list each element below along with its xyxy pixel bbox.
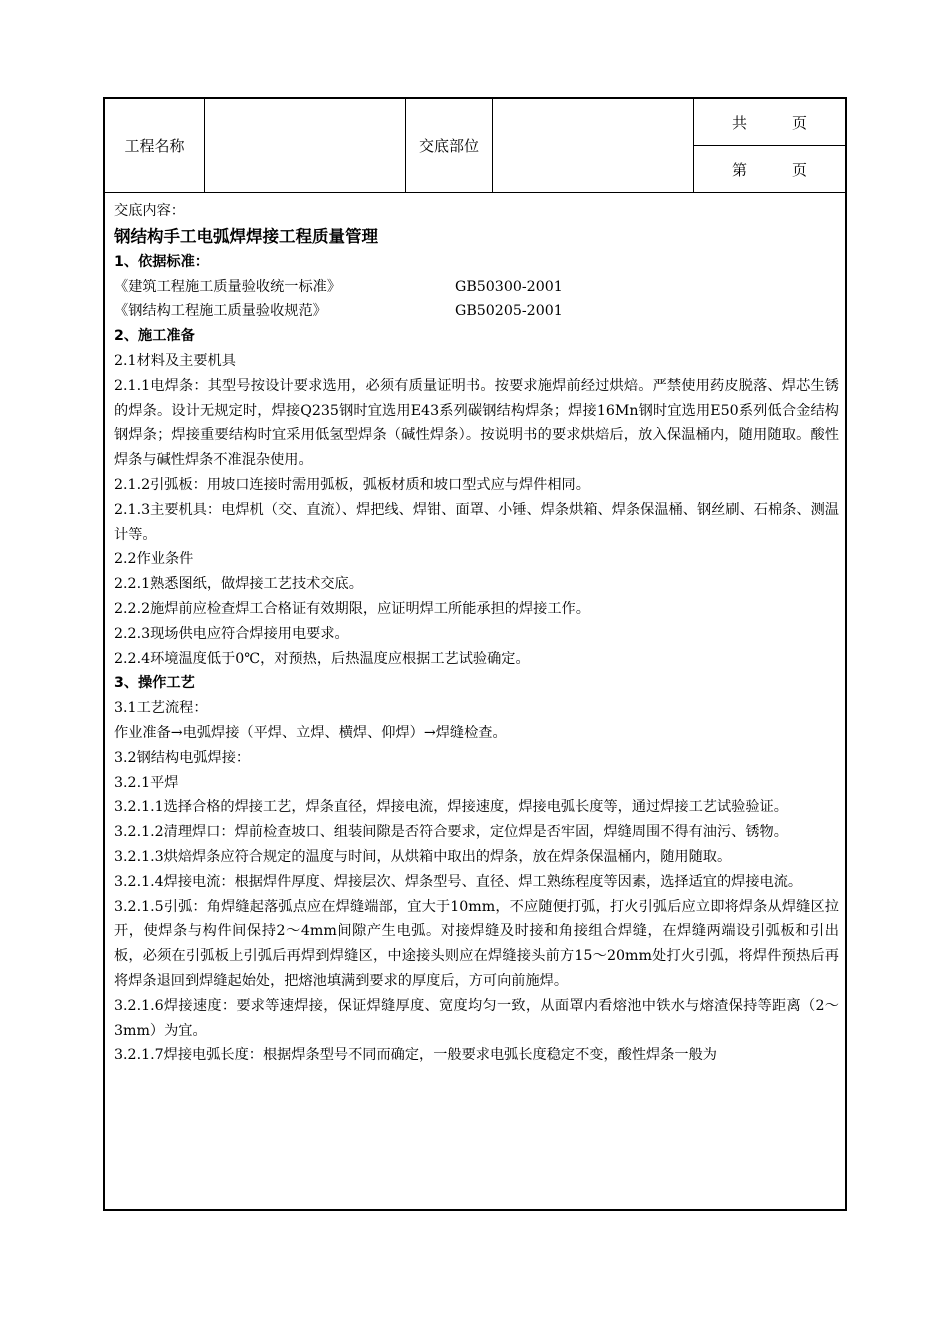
document-title: 钢结构手工电弧焊焊接工程质量管理 <box>114 226 378 246</box>
form-header <box>105 99 845 193</box>
paragraph: 2.2.3现场供电应符合焊接用电要求。 <box>114 625 349 642</box>
standard-name: 《建筑工程施工质量验收统一标准》 <box>114 278 342 295</box>
paragraph: 3.2.1平焊 <box>114 774 179 791</box>
project-name-value[interactable] <box>205 99 405 192</box>
section-heading: 1、依据标准： <box>114 253 209 270</box>
standard-row <box>114 299 839 324</box>
disclosure-part-label: 交底部位 <box>418 137 479 155</box>
total-pages: 共 页 <box>731 113 807 132</box>
paragraph: 3.2.1.6焊接速度：要求等速焊接，保证焊缝厚度、宽度均匀一致，从面罩内看熔池中铁水与熔渣保持等距离（2～3mm）为宜。 <box>114 997 839 1039</box>
paragraph: 2.1.3主要机具：电焊机（交、直流）、焊把线、焊钳、面罩、小锤、焊条烘箱、焊条保温桶、钢丝刷、石棉条、测温计等。 <box>114 501 839 543</box>
standard-code: GB50205-2001 <box>455 303 563 320</box>
disclosure-form <box>103 97 847 1211</box>
disclosure-content <box>114 199 839 1068</box>
disclosure-part-value[interactable] <box>493 99 693 192</box>
paragraph: 3.2.1.1选择合格的焊接工艺，焊条直径，焊接电流，焊接速度，焊接电弧长度等，通过焊接工艺试验验证。 <box>114 799 788 816</box>
page-number: 第 页 <box>731 160 807 179</box>
content-intro: 交底内容： <box>114 203 185 219</box>
standard-name: 《钢结构工程施工质量验收规范》 <box>114 303 327 320</box>
paragraph: 2.2.2施焊前应检查焊工合格证有效期限，应证明焊工所能承担的焊接工作。 <box>114 600 590 617</box>
paragraph: 3.2.1.4焊接电流：根据焊件厚度、焊接层次、焊条型号、直径、焊工熟练程度等因素，选择适宜的焊接电流。 <box>114 873 803 890</box>
paragraph: 3.2.1.5引弧：角焊缝起落弧点应在焊缝端部，宜大于10mm，不应随便打弧，打火引弧后应立即将焊条从焊缝区拉开，使焊条与构件间保持2～4mm间隙产生电弧。对接焊缝及时接和角接组合焊缝，在焊缝两端设引弧板和引出板，必须在引弧板上引弧后再焊到焊缝区，中途接头则应在焊缝接头前方15～20mm处打火引弧，将焊件预热后再将焊条退回到焊缝起始处，把熔池填满到要求的厚度后，方可向前施焊。 <box>114 898 839 989</box>
paragraph: 2.2.1熟悉图纸，做焊接工艺技术交底。 <box>114 576 363 593</box>
paragraph: 2.2作业条件 <box>114 551 194 568</box>
paragraph: 3.1工艺流程： <box>114 700 208 717</box>
project-name-label: 工程名称 <box>124 137 185 155</box>
paragraph: 作业准备→电弧焊接（平焊、立焊、横焊、仰焊）→焊缝检查。 <box>114 724 507 741</box>
section-heading: 3、操作工艺 <box>114 675 195 692</box>
standard-row <box>114 275 839 300</box>
paragraph: 3.2.1.2清理焊口：焊前检查坡口、组装间隙是否符合要求，定位焊是否牢固，焊缝周围不得有油污、锈物。 <box>114 824 788 841</box>
paragraph: 3.2.1.3烘焙焊条应符合规定的温度与时间，从烘箱中取出的焊条，放在焊条保温桶内，随用随取。 <box>114 848 732 865</box>
paragraph: 2.1.2引弧板：用坡口连接时需用弧板，弧板材质和坡口型式应与焊件相同。 <box>114 476 590 493</box>
paragraph: 3.2钢结构电弧焊接： <box>114 749 251 766</box>
paragraph: 3.2.1.7焊接电弧长度：根据焊条型号不同而确定，一般要求电弧长度稳定不变，酸性焊条一般为 <box>114 1047 717 1064</box>
paragraph: 2.1材料及主要机具 <box>114 352 236 369</box>
paragraph: 2.2.4环境温度低于0℃，对预热，后热温度应根据工艺试验确定。 <box>114 650 530 667</box>
standard-code: GB50300-2001 <box>455 278 563 295</box>
section-heading: 2、施工准备 <box>114 328 195 345</box>
paragraph: 2.1.1电焊条：其型号按设计要求选用，必须有质量证明书。按要求施焊前经过烘焙。严禁使用药皮脱落、焊芯生锈的焊条。设计无规定时，焊接Q235钢时宜选用E43系列碳钢结构焊条；焊接16Mn钢时宜选用E50系列低合金结构钢焊条；焊接重要结构时宜采用低氢型焊条（碱性焊条）。按说明书的要求烘焙后，放入保温桶内，随用随取。酸性焊条与碱性焊条不准混杂使用。 <box>114 377 839 469</box>
